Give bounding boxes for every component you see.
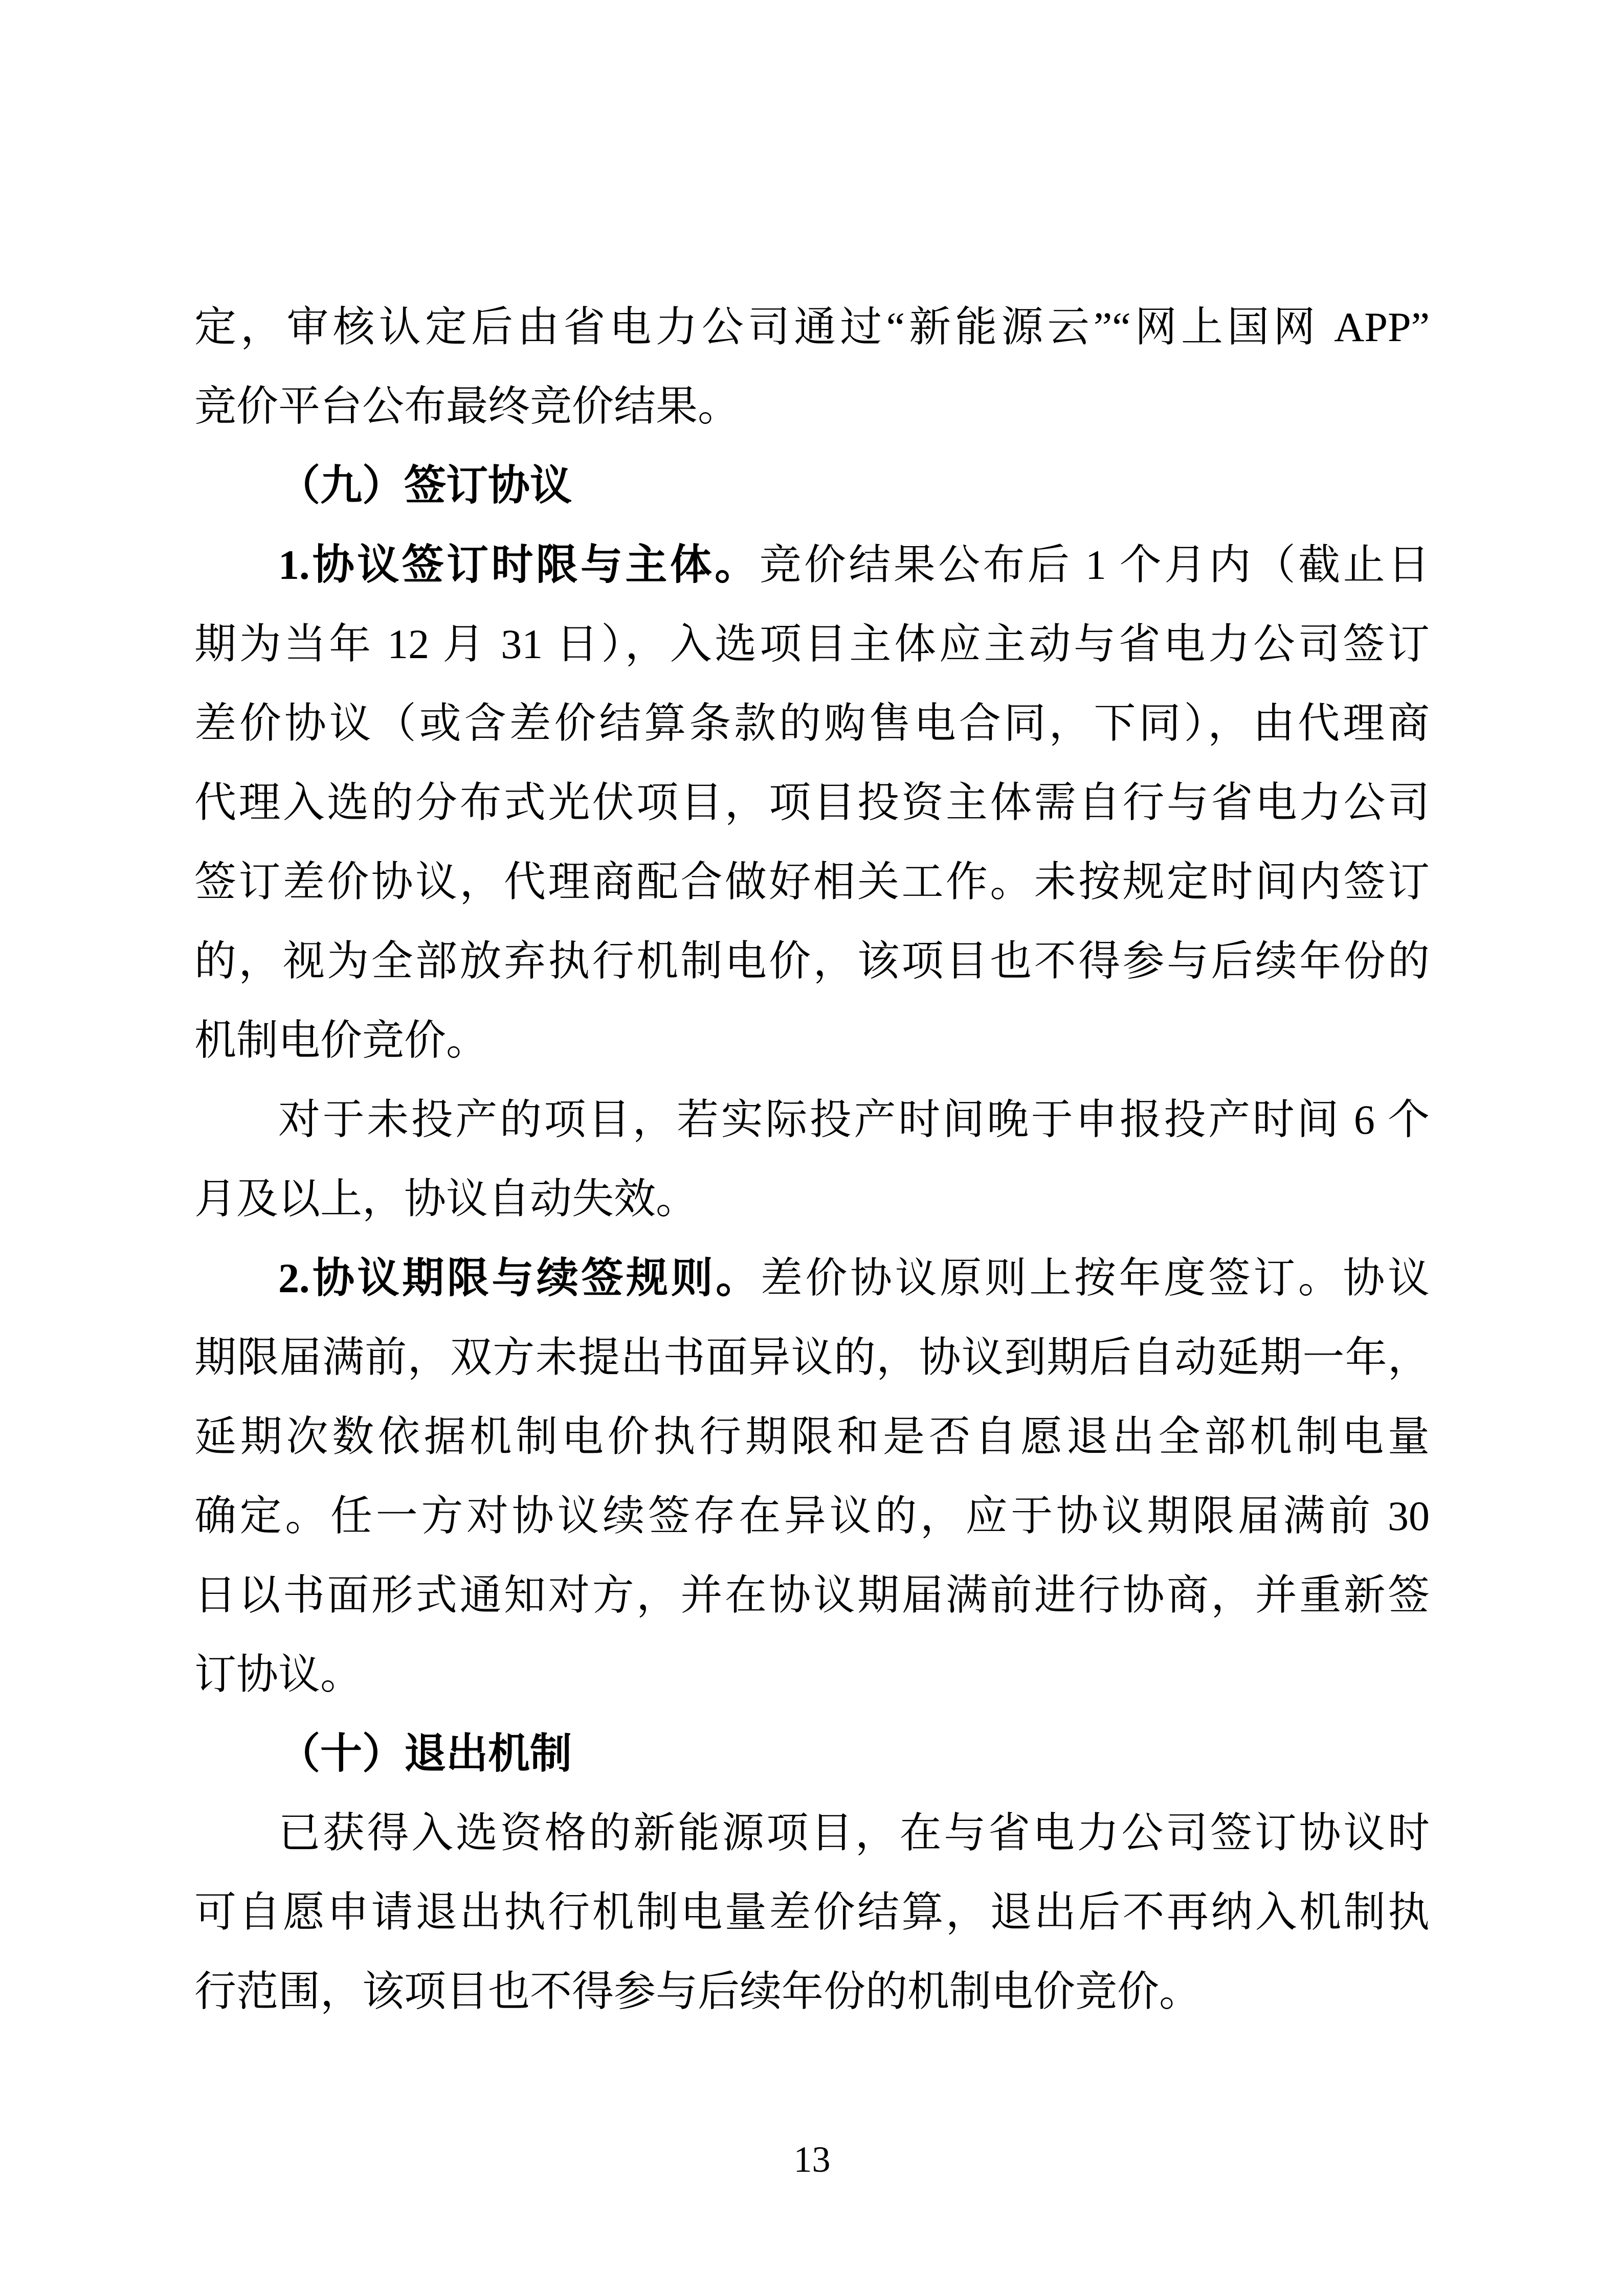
text-line xyxy=(194,287,1430,367)
text-line xyxy=(194,1635,1430,1714)
text-line xyxy=(194,1318,1430,1397)
text-line xyxy=(194,684,1430,763)
text-segment: 期限届满前，双方未提出书面异议的，协议到期后自动延期一年， xyxy=(194,1334,1430,1381)
text-segment: 月及以上，协议自动失效。 xyxy=(194,1176,698,1222)
text-segment: 2.协议期限与续签规则。 xyxy=(278,1255,761,1301)
text-segment: 行范围，该项目也不得参与后续年份的机制电价竞价。 xyxy=(194,1968,1202,2015)
text-segment: 签订差价协议，代理商配合做好相关工作。未按规定时间内签订 xyxy=(194,859,1430,905)
text-segment: 对于未投产的项目，若实际投产时间晚于申报投产时间 6 个 xyxy=(278,1096,1430,1143)
text-segment: 延期次数依据机制电价执行期限和是否自愿退出全部机制电量 xyxy=(194,1413,1430,1460)
text-line xyxy=(194,1001,1430,1080)
document-body xyxy=(194,287,1430,2031)
text-line xyxy=(194,525,1430,604)
section-heading xyxy=(194,1714,1430,1793)
text-segment: 可自愿申请退出执行机制电量差价结算，退出后不再纳入机制执 xyxy=(194,1889,1430,1935)
text-segment: 已获得入选资格的新能源项目，在与省电力公司签订协议时 xyxy=(278,1810,1430,1856)
text-line xyxy=(194,763,1430,842)
text-segment: 日以书面形式通知对方，并在协议期届满前进行协商，并重新签 xyxy=(194,1572,1430,1618)
text-line xyxy=(194,1159,1430,1239)
text-line xyxy=(194,1397,1430,1476)
text-line xyxy=(194,842,1430,921)
text-segment: 的，视为全部放弃执行机制电价，该项目也不得参与后续年份的 xyxy=(194,938,1430,984)
text-line xyxy=(194,1080,1430,1159)
text-line xyxy=(194,604,1430,684)
text-line xyxy=(194,367,1430,446)
text-line xyxy=(194,1873,1430,1952)
text-line xyxy=(194,1556,1430,1635)
text-segment: 机制电价竞价。 xyxy=(194,1017,488,1064)
text-line xyxy=(194,1952,1430,2031)
text-segment: 代理入选的分布式光伏项目，项目投资主体需自行与省电力公司 xyxy=(194,779,1430,826)
text-segment: 订协议。 xyxy=(194,1651,363,1698)
text-segment: （九）签订协议 xyxy=(278,462,572,509)
text-line xyxy=(194,1239,1430,1318)
text-line xyxy=(194,1793,1430,1873)
text-segment: 竞价结果公布后 1 个月内（截止日 xyxy=(759,542,1430,588)
text-segment: 定，审核认定后由省电力公司通过“新能源云”“网上国网 APP” xyxy=(194,304,1430,350)
text-line xyxy=(194,1476,1430,1556)
section-heading xyxy=(194,446,1430,525)
text-segment: （十）退出机制 xyxy=(278,1730,572,1777)
text-segment: 差价协议（或含差价结算条款的购售电合同，下同），由代理商 xyxy=(194,700,1430,747)
text-segment: 1.协议签订时限与主体。 xyxy=(278,542,760,588)
text-segment: 确定。任一方对协议续签存在异议的，应于协议期限届满前 30 xyxy=(194,1493,1430,1539)
text-segment: 差价协议原则上按年度签订。协议 xyxy=(760,1255,1430,1301)
text-line xyxy=(194,921,1430,1001)
page-number: 13 xyxy=(793,2139,831,2180)
text-segment: 竞价平台公布最终竞价结果。 xyxy=(194,383,740,430)
text-segment: 期为当年 12 月 31 日），入选项目主体应主动与省电力公司签订 xyxy=(194,621,1430,667)
